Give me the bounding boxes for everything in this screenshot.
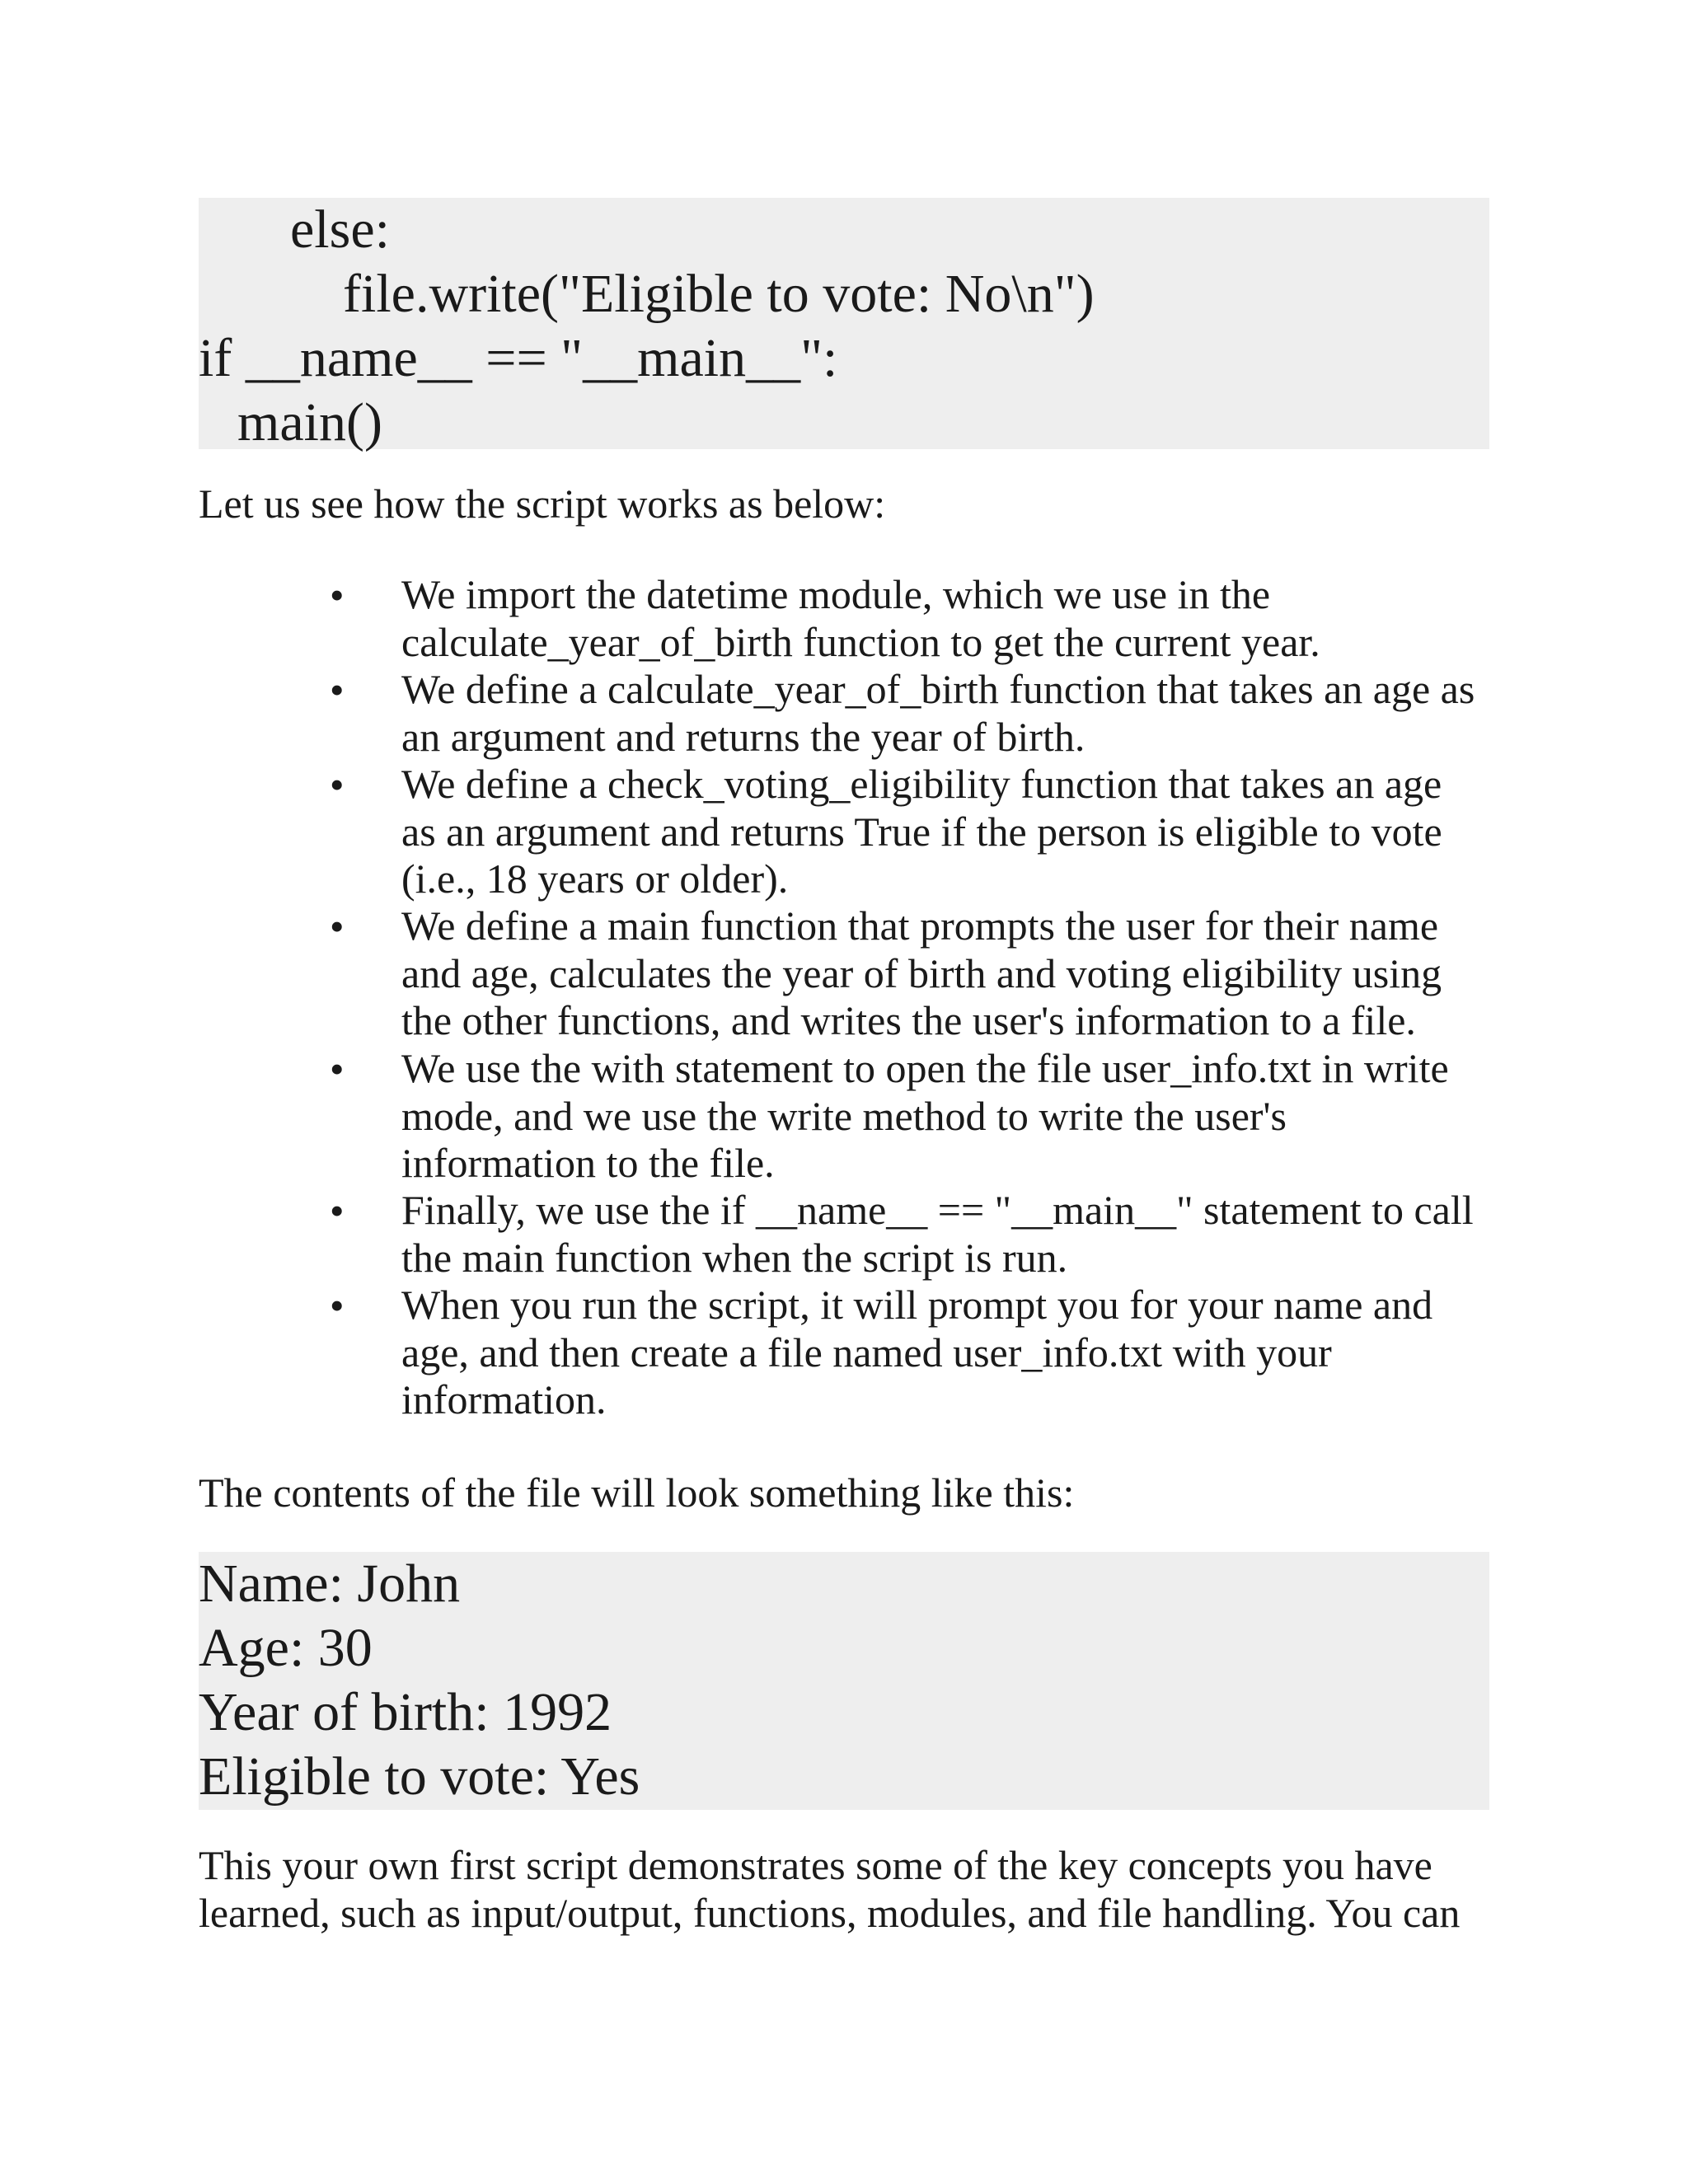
bullet-icon: • <box>330 1046 345 1092</box>
closing-paragraph-line: This your own first script demonstrates some of the key concepts you have <box>199 1842 1432 1888</box>
list-item-text: We define a main function that prompts the user for their name and age, calculates the year of birth and voting eligibility using the other functions, and writes the user's information to a file. <box>401 902 1442 1043</box>
output-line-year-of-birth: Year of birth: 1992 <box>199 1682 612 1742</box>
list-item-text: Finally, we use the if __name__ == "__main__" statement to call the main function when the script is run. <box>401 1187 1474 1281</box>
code-block-script-end <box>199 198 1489 452</box>
file-contents-intro: The contents of the file will look something like this: <box>199 1469 1075 1516</box>
output-line-age: Age: 30 <box>199 1618 373 1678</box>
bullet-icon: • <box>330 1188 345 1234</box>
closing-paragraph-line: learned, such as input/output, functions, modules, and file handling. You can <box>199 1890 1461 1936</box>
intro-paragraph: Let us see how the script works as below: <box>199 480 886 527</box>
bullet-icon: • <box>330 1282 345 1329</box>
list-item-text: We define a check_voting_eligibility function that takes an age as an argument and returns True if the person is eligible to vote (i.e., 18 years or older). <box>401 761 1442 902</box>
bullet-icon: • <box>330 762 345 808</box>
list-item-text: When you run the script, it will prompt you for your name and age, and then create a file named user_info.txt with your information. <box>401 1282 1433 1422</box>
output-line-eligible: Eligible to vote: Yes <box>199 1746 640 1807</box>
code-line-file-write: file.write("Eligible to vote: No\n") <box>343 264 1095 324</box>
bullet-icon: • <box>330 572 345 618</box>
output-line-name: Name: John <box>199 1554 461 1614</box>
code-line-main-call: main() <box>237 392 382 452</box>
bullet-icon: • <box>330 667 345 713</box>
list-item-text: We use the with statement to open the file user_info.txt in write mode, and we use the write method to write the user's information to the file. <box>401 1045 1449 1186</box>
code-block-file-output <box>199 1552 1489 1810</box>
list-item-text: We import the datetime module, which we use in the calculate_year_of_birth function to get the current year. <box>401 571 1320 665</box>
bullet-icon: • <box>330 903 345 949</box>
code-line-if-main: if __name__ == "__main__": <box>199 328 838 388</box>
list-item-text: We define a calculate_year_of_birth function that takes an age as an argument and returns the year of birth. <box>401 666 1475 760</box>
code-line-else: else: <box>290 199 390 260</box>
